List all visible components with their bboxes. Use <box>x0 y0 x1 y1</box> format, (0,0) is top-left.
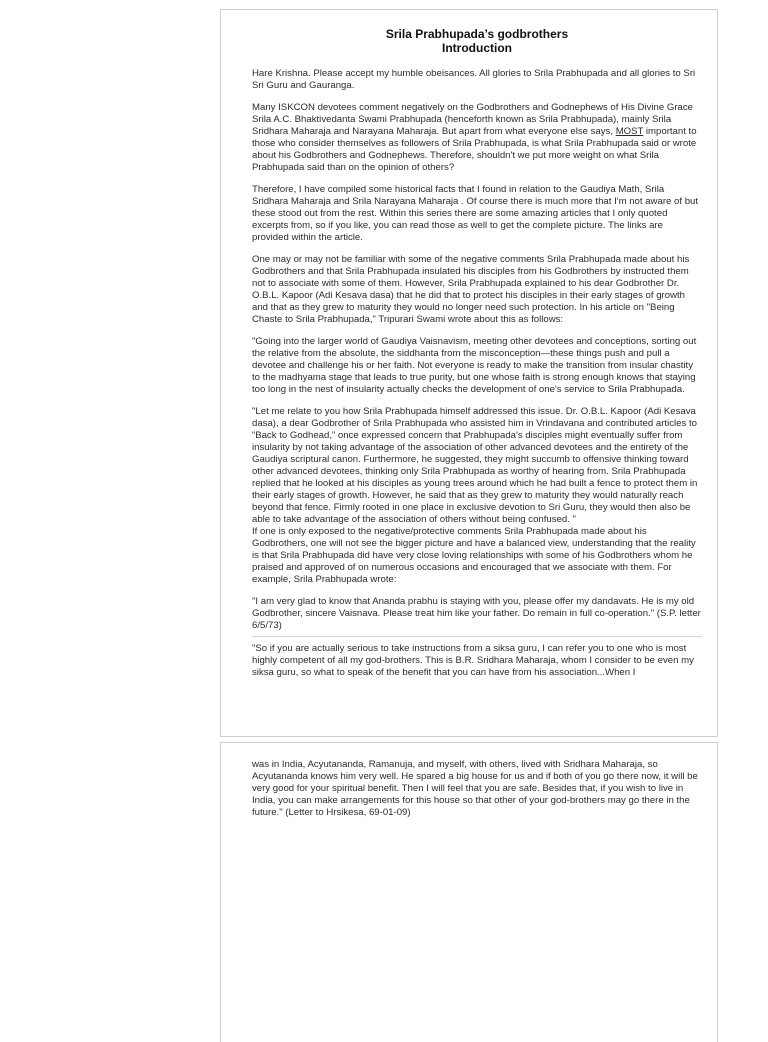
document-subtitle: Introduction <box>442 41 512 55</box>
page-1-content <box>252 27 702 679</box>
paragraph-compiled-facts: Therefore, I have compiled some historical facts that I found in relation to the Gaudiya Math, Srila Sridhara Maharaja and Srila Narayana Maharaja . Of course there is much more that I'm not aware of but these stood out from the rest. Within this series there are some amazing articles that I only quoted excerpts from, so if you like, you can read those as well to get the complete picture. The links are provided within the article. <box>252 184 699 243</box>
paragraph-intro <box>252 102 702 174</box>
paragraph-intro-end: important to those who consider themselves as followers of Srila Prabhupada, is what Srila Prabhupada said or wrote about his Godbrothers and Godnephews. Therefore, shouldn't we put more weight on what Srila Prabhupada said than on the opinion of others? <box>252 126 697 173</box>
emphasis-most: MOST <box>615 126 644 137</box>
title-block <box>252 27 702 55</box>
paragraph-balanced-view: If one is only exposed to the negative/protective comments Srila Prabhupada made about his Godbrothers, one will not see the bigger picture and have a balanced view, understanding that the reality is that Srila Prabhupada did have very close loving relationships with some of his Godbrothers whom he praised and approved of on numerous occasions and encouraged that we associate with them. For example, Srila Prabhupada wrote: <box>252 526 696 585</box>
paragraph-greeting: Hare Krishna. Please accept my humble obeisances. All glories to Srila Prabhupada and all glories to Sri Sri Guru and Gauranga. <box>252 68 696 91</box>
divider-rule <box>252 636 702 637</box>
quote-tripurari-swami: "Going into the larger world of Gaudiya Vaisnavism, meeting other devotees and conceptions, sorting out the relative from the absolute, the siddhanta from the misconception—these things push and pull a devotee and challenge his or her faith. Not everyone is ready to make the transition from insular chastity to the madhyama stage that leads to true purity, but one whose faith is strong enough knows that staying too long in the nest of insularity actually checks the development of one's service to Srila Prabhupada. <box>252 336 697 395</box>
document-page-2 <box>220 742 718 1042</box>
quote-ananda-prabhu-letter: "I am very glad to know that Ananda prabhu is staying with you, please offer my dandavats. He is my old Godbrother, sincere Vaisnava. Please treat him like your father. Do remain in full co-operation." (S.P. letter 6/5/73) <box>252 596 701 631</box>
paragraph-intro-start: Many ISKCON devotees comment negatively on the Godbrothers and Godnephews of His Divine Grace Srila A.C. Bhaktivedanta Swami Prabhupada (henceforth known as Srila Prabhupada), mainly Srila Sridhara Maharaja and Narayana Maharaja. But apart from what everyone else says, <box>252 102 694 137</box>
quote-siksa-guru-letter: "So if you are actually serious to take instructions from a siksa guru, I can refer you to one who is most highly competent of all my god-brothers. This is B.R. Sridhara Maharaja, whom I consider to be even my siksa guru, so what to speak of the benefit that you can have from his association...When I <box>252 643 694 678</box>
paragraph-negative-comments: One may or may not be familiar with some of the negative comments Srila Prabhupada made about his Godbrothers and that Srila Prabhupada insulated his disciples from his Godbrothers by instructed them not to associate with some of them. However, Srila Prabhupada explained to his dear Godbrother Dr. O.B.L. Kapoor (Adi Kesava dasa) that he did that to protect his disciples in their early stages of growth and that as they grew to maturity they would no longer need such protection. In his article on "Being Chaste to Srila Prabhupada," Tripurari Swami wrote about this as follows: <box>252 254 690 325</box>
document-page-1 <box>220 9 718 737</box>
quote-kapoor-story: "Let me relate to you how Srila Prabhupada himself addressed this issue. Dr. O.B.L. Kapoor (Adi Kesava dasa), a dear Godbrother of Srila Prabhupada who assisted him in Vrindavana and contributed articles to “Back to Godhead,” once expressed concern that Prabhupada's disciples might eventually suffer from insularity by not taking advantage of the association of other advanced devotees and the entirety of the Gaudiya scriptural canon. Furthermore, he suggested, they might succumb to offensive thinking toward other advanced devotees, thinking only Srila Prabhupada as worthy of hearing from. Srila Prabhupada replied that he looked at his disciples as young trees around which he had built a fence to protect them in their early stages of growth. However, he said that as they grew to maturity they would naturally reach beyond that fence. Firmly rooted in one place in exclusive devotion to Sri Guru, they would then also be able to take advantage of the association of others without being confused. " <box>252 406 698 525</box>
quote-siksa-guru-letter-continued: was in India, Acyutananda, Ramanuja, and myself, with others, lived with Sridhara Maharaja, so Acyutananda knows him very well. He spared a big house for us and if both of you go there now, it will be very good for your spiritual benefit. Then I will feel that you are safe. Besides that, if you wish to live in India, you can make arrangements for this house so that other of your god-brothers may go there in the future." (Letter to Hrsikesa, 69-01-09) <box>252 759 698 818</box>
page-2-content <box>252 759 702 829</box>
document-title: Srila Prabhupada’s godbrothers <box>385 27 569 41</box>
